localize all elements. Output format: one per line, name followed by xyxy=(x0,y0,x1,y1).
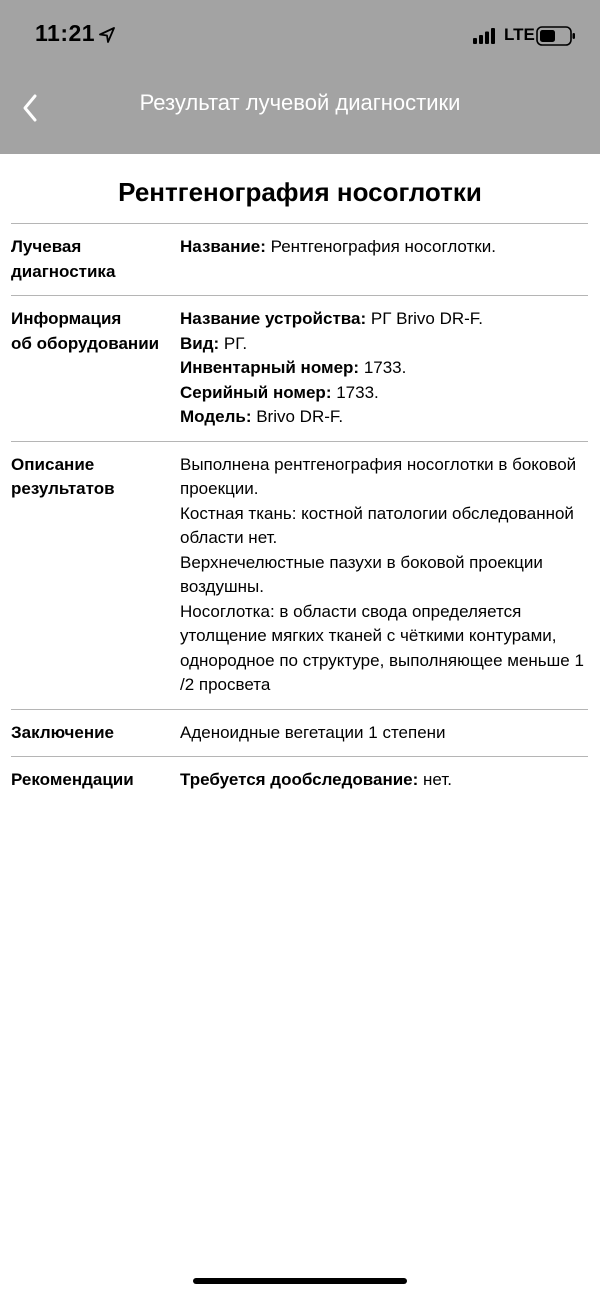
field-value: РГ. xyxy=(223,333,248,353)
signal-bars-icon xyxy=(473,28,497,44)
location-arrow-icon xyxy=(99,27,115,43)
network-type-label: LTE xyxy=(504,25,535,44)
app-header xyxy=(0,0,600,154)
conclusion-text: Аденоидные вегетации 1 степени xyxy=(180,722,446,742)
field-line xyxy=(180,235,588,260)
row-label: Описание результатов xyxy=(11,454,115,498)
row-label: Лучевая диагностика xyxy=(11,237,116,281)
field-value: Рентгенография носоглотки. xyxy=(270,237,496,256)
field-value: 1733. xyxy=(363,358,407,377)
field-key: Название: xyxy=(180,237,266,256)
field-line xyxy=(180,332,588,357)
page-title: Рентгенография носоглотки xyxy=(118,177,482,207)
row-value xyxy=(180,768,588,793)
row-value xyxy=(180,721,588,746)
field-line xyxy=(180,307,588,332)
field-line xyxy=(180,356,588,381)
field-value: Brivo DR-F. xyxy=(256,407,344,426)
description-line: Выполнена рентгенография носоглотки в боковой проекции. xyxy=(180,454,577,498)
status-time: 11:21 xyxy=(35,20,96,46)
description-line: Костная ткань: костной патологии обследованной области нет. xyxy=(180,503,574,547)
row-results xyxy=(11,441,588,709)
field-line xyxy=(180,768,588,793)
description-line: Носоглотка: в области свода определяется утолщение мягких тканей с чёткими контурами, однородное по структуре, выполняющее меньше 1 /2 просвета xyxy=(180,601,584,694)
row-label: Рекомендации xyxy=(11,770,134,789)
field-key: Инвентарный номер: xyxy=(180,358,360,377)
field-key: Название устройства: xyxy=(180,309,367,328)
row-label: Информация об оборудовании xyxy=(11,309,160,353)
row-radiology xyxy=(11,223,588,295)
row-value xyxy=(180,307,588,430)
home-indicator[interactable] xyxy=(193,1278,407,1284)
row-equipment xyxy=(11,295,588,441)
description-line: Верхнечелюстные пазухи в боковой проекции воздушны. xyxy=(180,552,543,596)
report-table xyxy=(11,223,588,804)
field-line xyxy=(180,405,588,430)
nav-title: Результат лучевой диагностики xyxy=(139,90,461,115)
row-recommendations xyxy=(11,756,588,804)
row-value xyxy=(180,453,588,698)
field-key: Вид: xyxy=(180,333,220,353)
field-value: РГ Brivo DR-F. xyxy=(370,309,484,328)
field-key: Модель: xyxy=(180,407,252,426)
field-value: нет. xyxy=(423,770,452,789)
row-value xyxy=(180,235,588,284)
battery-icon xyxy=(536,26,576,46)
field-line xyxy=(180,381,588,406)
field-key: Серийный номер: xyxy=(180,382,332,402)
field-key: Требуется дообследование: xyxy=(180,770,419,789)
row-conclusion xyxy=(11,709,588,757)
field-value: 1733. xyxy=(336,382,379,402)
row-label: Заключение xyxy=(11,722,114,742)
